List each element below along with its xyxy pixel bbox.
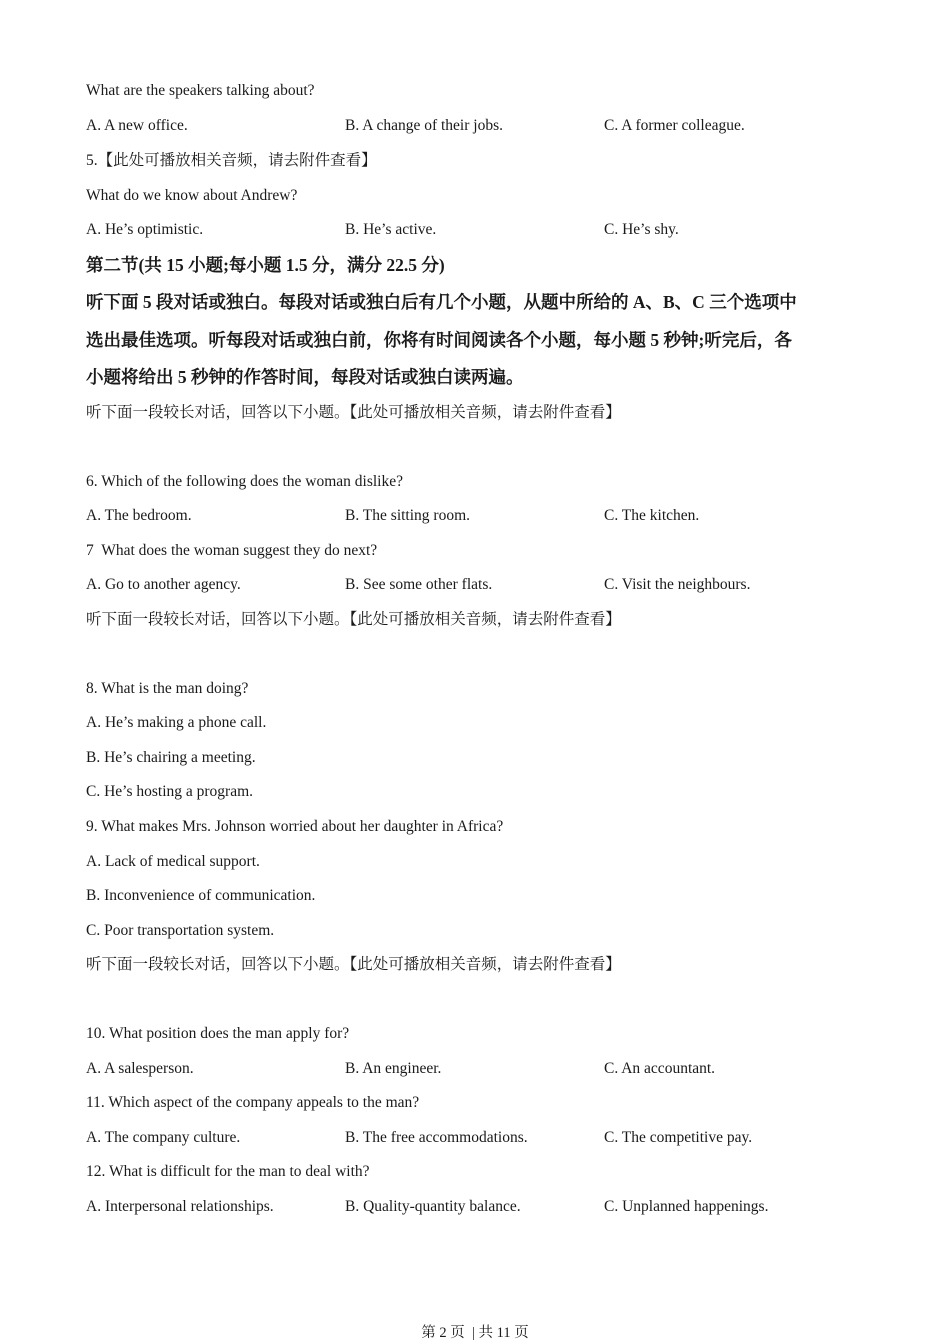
q11-option-c: C. The competitive pay.: [604, 1129, 753, 1146]
q5-option-c: C. He’s shy.: [604, 221, 679, 238]
q5-question: What do we know about Andrew?: [86, 187, 298, 204]
q5-option-b: B. He’s active.: [345, 221, 437, 238]
q8-option-a: A. He’s making a phone call.: [86, 714, 267, 731]
q4-option-b: B. A change of their jobs.: [345, 117, 503, 134]
q5-audio-header: 5.【此处可播放相关音频，请去附件查看】: [86, 152, 377, 169]
q9-question: 9. What makes Mrs. Johnson worried about her daughter in Africa?: [86, 818, 504, 835]
q7-option-b: B. See some other flats.: [345, 576, 493, 593]
q12-question: 12. What is difficult for the man to deal with?: [86, 1163, 370, 1180]
section-title: 第二节(共 15 小题;每小题 1.5 分，满分 22.5 分): [86, 255, 445, 275]
q7-option-a: A. Go to another agency.: [86, 576, 241, 593]
q8-option-c: C. He’s hosting a program.: [86, 783, 254, 800]
q9-option-a: A. Lack of medical support.: [86, 853, 260, 870]
q9-option-b: B. Inconvenience of communication.: [86, 887, 316, 904]
q4-option-c: C. A former colleague.: [604, 117, 745, 134]
q11-option-a: A. The company culture.: [86, 1129, 241, 1146]
q12-option-b: B. Quality-quantity balance.: [345, 1198, 521, 1215]
section-instruction-line-2: 选出最佳选项。听每段对话或独白前，你将有时间阅读各个小题，每小题 5 秒钟;听完后，各: [86, 330, 792, 350]
q10-option-b: B. An engineer.: [345, 1060, 442, 1077]
audio-note-2: 听下面一段较长对话，回答以下小题。【此处可播放相关音频，请去附件查看】: [86, 611, 621, 628]
q10-question: 10. What position does the man apply for?: [86, 1025, 350, 1042]
q4-option-a: A. A new office.: [86, 117, 188, 134]
q11-question: 11. Which aspect of the company appeals to the man?: [86, 1094, 420, 1111]
q8-option-b: B. He’s chairing a meeting.: [86, 749, 256, 766]
q5-option-a: A. He’s optimistic.: [86, 221, 204, 238]
q7-question: 7 What does the woman suggest they do next?: [86, 542, 378, 559]
page-footer: 第 2 页 | 共 11 页: [421, 1325, 529, 1341]
q12-option-a: A. Interpersonal relationships.: [86, 1198, 274, 1215]
q10-option-c: C. An accountant.: [604, 1060, 716, 1077]
section-instruction-line-1: 听下面 5 段对话或独白。每段对话或独白后有几个小题，从题中所给的 A、B、C 三个选项中: [86, 292, 797, 312]
q12-option-c: C. Unplanned happenings.: [604, 1198, 769, 1215]
q11-option-b: B. The free accommodations.: [345, 1129, 528, 1146]
section-instruction-line-3: 小题将给出 5 秒钟的作答时间，每段对话或独白读两遍。: [86, 367, 524, 387]
q6-option-c: C. The kitchen.: [604, 507, 700, 524]
q6-option-b: B. The sitting room.: [345, 507, 471, 524]
audio-note-3: 听下面一段较长对话，回答以下小题。【此处可播放相关音频，请去附件查看】: [86, 956, 621, 973]
q8-question: 8. What is the man doing?: [86, 680, 249, 697]
q6-question: 6. Which of the following does the woman dislike?: [86, 473, 403, 490]
q7-option-c: C. Visit the neighbours.: [604, 576, 751, 593]
audio-note-1: 听下面一段较长对话，回答以下小题。【此处可播放相关音频，请去附件查看】: [86, 404, 621, 421]
q4-question: What are the speakers talking about?: [86, 82, 315, 99]
q9-option-c: C. Poor transportation system.: [86, 922, 275, 939]
q10-option-a: A. A salesperson.: [86, 1060, 194, 1077]
q6-option-a: A. The bedroom.: [86, 507, 192, 524]
